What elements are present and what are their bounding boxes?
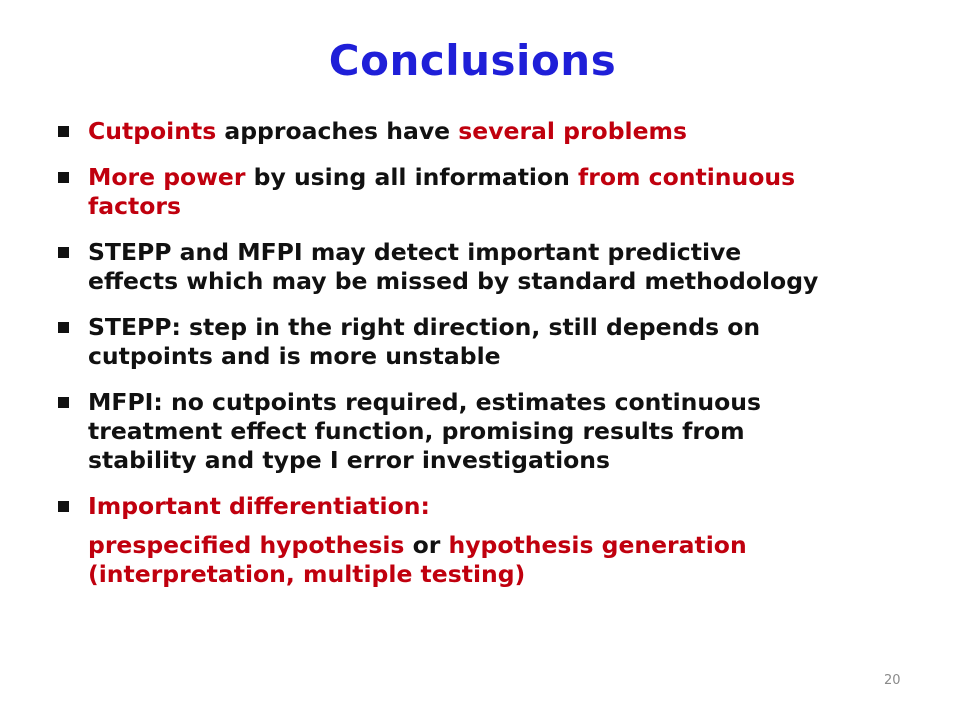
square-bullet-icon	[58, 126, 69, 137]
bullet-item	[58, 492, 948, 521]
bullet-text-accent: prespecified hypothesis	[88, 531, 405, 559]
bullet-line	[88, 531, 948, 560]
square-bullet-icon	[58, 501, 69, 512]
bullet-line: effects which may be missed by standard methodology	[88, 267, 819, 295]
slide-title: Conclusions	[328, 36, 617, 85]
bullet-text-accent: Cutpoints	[88, 117, 217, 145]
square-bullet-icon	[58, 397, 69, 408]
bullet-text-accent: (interpretation, multiple testing)	[88, 560, 526, 588]
page-number: 20	[884, 673, 901, 688]
bullet-line	[88, 560, 948, 589]
bullet-list	[58, 117, 948, 589]
bullet-line: STEPP: step in the right direction, still depends on	[88, 313, 761, 341]
bullet-text-accent: factors	[88, 192, 181, 220]
bullet-text: or	[404, 531, 449, 559]
bullet-line: stability and type I error investigations	[88, 446, 610, 474]
bullet-text-accent: More power	[88, 163, 246, 191]
bullet-text: by using all information	[245, 163, 579, 191]
bullet-line: MFPI: no cutpoints required, estimates continuous	[88, 388, 761, 416]
square-bullet-icon	[58, 322, 69, 333]
bullet-item	[58, 313, 948, 371]
bullet-text-accent: from continuous	[578, 163, 796, 191]
square-bullet-icon	[58, 247, 69, 258]
bullet-text: approaches have	[216, 117, 459, 145]
bullet-text-accent: hypothesis generation	[448, 531, 747, 559]
bullet-line: treatment effect function, promising results from	[88, 417, 745, 445]
bullet-item	[58, 117, 948, 146]
square-bullet-icon	[58, 172, 69, 183]
bullet-line: cutpoints and is more unstable	[88, 342, 501, 370]
bullet-continuation	[58, 531, 948, 589]
bullet-text-accent: several problems	[458, 117, 687, 145]
bullet-item	[58, 238, 948, 296]
bullet-line: STEPP and MFPI may detect important predictive	[88, 238, 742, 266]
bullet-item	[58, 163, 948, 221]
bullet-line	[88, 192, 948, 221]
bullet-line	[88, 163, 948, 192]
bullet-text-accent: Important differentiation:	[88, 492, 430, 520]
bullet-item	[58, 388, 948, 475]
